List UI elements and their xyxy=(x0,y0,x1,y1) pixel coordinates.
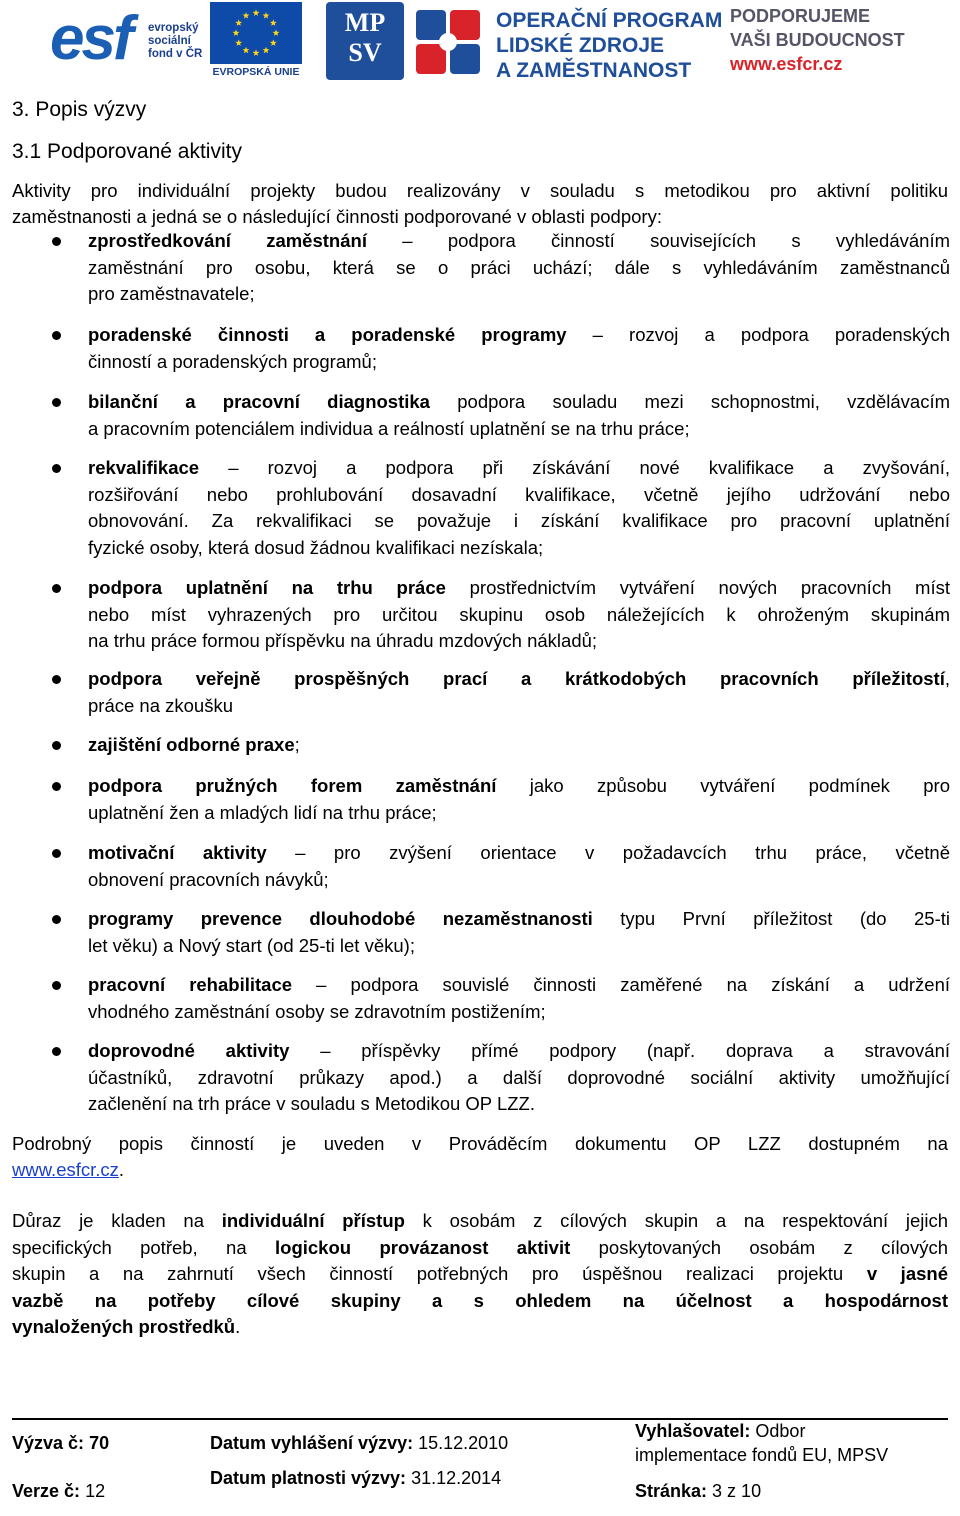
list-item-line xyxy=(88,840,950,867)
eu-logo xyxy=(210,2,302,80)
eu-star-icon xyxy=(270,19,277,26)
eu-star-icon xyxy=(263,12,270,19)
bullet-icon xyxy=(52,849,61,858)
activity-name: podpora uplatnění na trhu práce xyxy=(88,577,446,598)
body-text: poskytovaných osobám z cílových xyxy=(570,1236,948,1258)
activity-name: programy prevence dlouhodobé nezaměstnanosti xyxy=(88,908,593,929)
footer-vyhlaseni xyxy=(210,1432,508,1454)
activity-text: – pro zvýšení orientace v požadavcích trhu práce, včetně xyxy=(266,842,950,863)
activity-name: pracovní rehabilitace xyxy=(88,974,293,995)
footer-vyzva xyxy=(12,1432,109,1454)
activity-text: , xyxy=(944,668,950,689)
closing-p1-line1: Podrobný popis činností je uveden v Prováděcím dokumentu OP LZZ dostupném na xyxy=(12,1133,948,1154)
activity-text: pro zaměstnavatele; xyxy=(88,283,255,305)
bullet-icon xyxy=(52,915,61,924)
footer-divider xyxy=(12,1418,948,1420)
activity-text: – rozvoj a podpora poradenských xyxy=(566,324,951,345)
platnosti-value: 31.12.2014 xyxy=(411,1468,502,1488)
intro-line-2: zaměstnanosti a jedná se o následující činnosti podporované v oblasti podpory: xyxy=(12,206,662,227)
list-item-line xyxy=(88,999,546,1026)
activity-text: podpora souladu mezi schopnostmi, vzdělávacím xyxy=(429,391,950,412)
activity-name: poradenské činnosti a poradenské programy xyxy=(88,324,567,345)
vyzva-value: 70 xyxy=(89,1433,110,1453)
eu-star-icon xyxy=(270,39,277,46)
op-lzz-logo xyxy=(412,4,723,84)
list-item-line xyxy=(88,732,300,759)
closing-p2-line xyxy=(12,1261,948,1288)
activity-name: doprovodné aktivity xyxy=(88,1040,290,1061)
activity-text: nebo míst vyhrazených pro určitou skupinu osob náležejících k ohroženým skupinám xyxy=(88,603,950,625)
activity-name: zajištění odborné praxe xyxy=(88,734,295,755)
vyhlasovatel-value: Odbor xyxy=(755,1421,806,1441)
list-item-line xyxy=(88,933,415,960)
bullet-icon xyxy=(52,584,61,593)
list-item-line xyxy=(88,255,950,282)
body-text: Důraz je kladen na xyxy=(12,1210,222,1231)
platnosti-label: Datum platnosti výzvy: xyxy=(210,1468,407,1488)
footer-vyhlasovatel xyxy=(635,1420,805,1442)
activity-text: činností a poradenských programů; xyxy=(88,350,377,372)
vyhlasovatel-label: Vyhlašovatel: xyxy=(635,1421,751,1441)
eu-star-icon xyxy=(235,19,242,26)
list-item-line xyxy=(88,666,950,693)
body-text: . xyxy=(235,1316,241,1338)
list-item-line xyxy=(88,693,233,720)
op-emblem-icon xyxy=(412,6,484,78)
closing-p1-line2 xyxy=(12,1157,124,1184)
activity-name: podpora pružných forem zaměstnání xyxy=(88,775,497,796)
esfcr-link[interactable]: www.esfcr.cz xyxy=(12,1159,119,1180)
activity-text: a pracovním potenciálem individua a reálností uplatnění se na trhu práce; xyxy=(88,417,690,439)
footer-verze xyxy=(12,1480,105,1502)
activity-text: obnovení pracovních návyků; xyxy=(88,868,329,890)
list-item-line xyxy=(88,1065,950,1092)
eu-star-icon xyxy=(243,12,250,19)
stranka-value: 3 z 10 xyxy=(712,1481,762,1501)
support-title: PODPORUJEME VAŠI BUDOUCNOST xyxy=(730,6,905,50)
vyhlaseni-value: 15.12.2010 xyxy=(418,1433,509,1453)
support-logo xyxy=(730,4,950,84)
bullet-icon xyxy=(52,398,61,407)
eu-star-icon xyxy=(253,9,260,16)
eu-star-icon xyxy=(233,29,240,36)
eu-star-icon xyxy=(273,29,280,36)
list-item-line xyxy=(88,416,690,443)
list-item-line xyxy=(88,482,950,509)
eu-star-icon xyxy=(243,47,250,54)
bullet-icon xyxy=(52,331,61,340)
activity-text: fyzické osoby, která dosud žádnou kvalifikaci nezískala; xyxy=(88,536,544,558)
footer-platnosti xyxy=(210,1467,501,1489)
activity-text: prostřednictvím vytváření nových pracovních míst xyxy=(445,577,950,598)
activity-text: vhodného zaměstnání osoby se zdravotním postižením; xyxy=(88,1000,546,1022)
emphasis-text: vazbě na potřeby cílové skupiny a s ohledem na účelnost a hospodárnost xyxy=(12,1289,948,1311)
mpsv-logo xyxy=(326,2,404,80)
stranka-label: Stránka: xyxy=(635,1481,708,1501)
intro-line-1: Aktivity pro individuální projekty budou realizovány v souladu s metodikou pro aktivní politiku xyxy=(12,180,948,201)
list-item-line xyxy=(88,800,437,827)
body-text: k osobám z cílových skupin a na respektování jejich xyxy=(404,1210,948,1231)
activity-name: rekvalifikace xyxy=(88,457,200,478)
mpsv-text: MP SV xyxy=(344,8,386,67)
activity-text: let věku) a Nový start (od 25-ti let věku); xyxy=(88,934,415,956)
list-item-line xyxy=(88,228,950,255)
list-item-line xyxy=(88,389,950,416)
activity-name: bilanční a pracovní diagnostika xyxy=(88,391,430,412)
list-item-line xyxy=(88,349,377,376)
activity-text: zaměstnání pro osobu, která se o práci uchází; dále s vyhledáváním zaměstnanců xyxy=(88,256,950,278)
bullet-icon xyxy=(52,237,61,246)
list-item-line xyxy=(88,1091,535,1118)
list-item-line xyxy=(88,535,543,562)
activity-text: začlenění na trh práce v souladu s Metodikou OP LZZ. xyxy=(88,1093,535,1115)
op-title: OPERAČNÍ PROGRAM LIDSKÉ ZDROJE A ZAMĚSTNANOST xyxy=(496,9,723,82)
activity-name: podpora veřejně prospěšných prací a krátkodobých pracovních příležitostí xyxy=(88,668,945,689)
eu-star-icon xyxy=(253,49,260,56)
esf-letters: esf xyxy=(50,4,131,73)
bullet-icon xyxy=(52,1047,61,1056)
vyzva-label: Výzva č: xyxy=(12,1433,85,1453)
activity-text: jako způsobu vytváření podmínek pro xyxy=(496,775,950,796)
activity-text: na trhu práce formou příspěvku na úhradu mzdových nákladů; xyxy=(88,630,598,652)
list-item-line xyxy=(88,575,950,602)
list-item-line xyxy=(88,906,950,933)
list-item-line xyxy=(88,867,329,894)
bullet-icon xyxy=(52,741,61,750)
list-item-line xyxy=(88,972,950,999)
eu-star-icon xyxy=(263,47,270,54)
activity-text: – příspěvky přímé podpory (např. doprava a stravování xyxy=(289,1040,950,1061)
section-subtitle: 3.1 Podporované aktivity xyxy=(12,140,242,163)
activity-text: obnovování. Za rekvalifikaci se považuje i získání kvalifikace pro pracovní uplatnění xyxy=(88,510,950,532)
vyhlaseni-label: Datum vyhlášení výzvy: xyxy=(210,1433,414,1453)
list-item-line xyxy=(88,1038,950,1065)
emphasis-text: vynaložených prostředků xyxy=(12,1316,236,1338)
list-item-line xyxy=(88,508,950,535)
list-item-line xyxy=(88,602,950,629)
emphasis-text: individuální přístup xyxy=(221,1210,405,1231)
esf-subtitle: evropský sociální fond v ČR xyxy=(148,22,203,60)
closing-p1-end: . xyxy=(118,1159,125,1180)
eu-flag-icon xyxy=(210,2,302,64)
emphasis-text: logickou provázanost aktivit xyxy=(275,1236,571,1258)
closing-p2-line xyxy=(12,1235,948,1262)
body-text: skupin a na zahrnutí všech činností potřebných pro úspěšnou realizaci projektu xyxy=(12,1263,867,1285)
footer-stranka xyxy=(635,1480,761,1502)
activity-text: ; xyxy=(294,734,300,755)
body-text: specifických potřeb, na xyxy=(12,1236,276,1258)
activity-text: – podpora souvislé činnosti zaměřené na získání a udržení xyxy=(292,974,951,995)
section-title: 3. Popis výzvy xyxy=(12,98,147,121)
closing-p2-line xyxy=(12,1314,240,1341)
activity-text: uplatnění žen a mladých lidí na trhu práce; xyxy=(88,801,437,823)
eu-label: EVROPSKÁ UNIE xyxy=(212,66,300,78)
list-item-line xyxy=(88,773,950,800)
eu-star-icon xyxy=(235,39,242,46)
activity-text: rozšiřování nebo prohlubování dosavadní kvalifikace, včetně jejího udržování nebo xyxy=(88,483,950,505)
list-item-line xyxy=(88,455,950,482)
list-item-line xyxy=(88,281,255,308)
footer-vyhlasovatel-2: implementace fondů EU, MPSV xyxy=(635,1445,889,1465)
closing-p2-line xyxy=(12,1288,948,1315)
activity-text: práce na zkoušku xyxy=(88,694,234,716)
activity-text: účastníků, zdravotní průkazy apod.) a další doprovodné sociální aktivity umožňující xyxy=(88,1066,950,1088)
bullet-icon xyxy=(52,981,61,990)
emphasis-text: v jasné xyxy=(866,1263,948,1285)
verze-value: 12 xyxy=(85,1481,106,1501)
bullet-icon xyxy=(52,782,61,791)
activity-name: motivační aktivity xyxy=(88,842,267,863)
closing-p2-line xyxy=(12,1208,948,1235)
activity-text: typu První příležitost (do 25-ti xyxy=(592,908,950,929)
activity-text: – rozvoj a podpora při získávání nové kvalifikace a zvyšování, xyxy=(199,457,950,478)
support-url: www.esfcr.cz xyxy=(730,54,843,74)
activity-name: zprostředkování zaměstnání xyxy=(88,230,367,251)
activity-text: – podpora činností souvisejících s vyhledáváním xyxy=(366,230,951,251)
esf-logo xyxy=(50,0,210,80)
bullet-icon xyxy=(52,464,61,473)
bullet-icon xyxy=(52,675,61,684)
list-item-line xyxy=(88,322,950,349)
list-item-line xyxy=(88,628,597,655)
logo-bar xyxy=(0,0,960,86)
verze-label: Verze č: xyxy=(12,1481,81,1501)
